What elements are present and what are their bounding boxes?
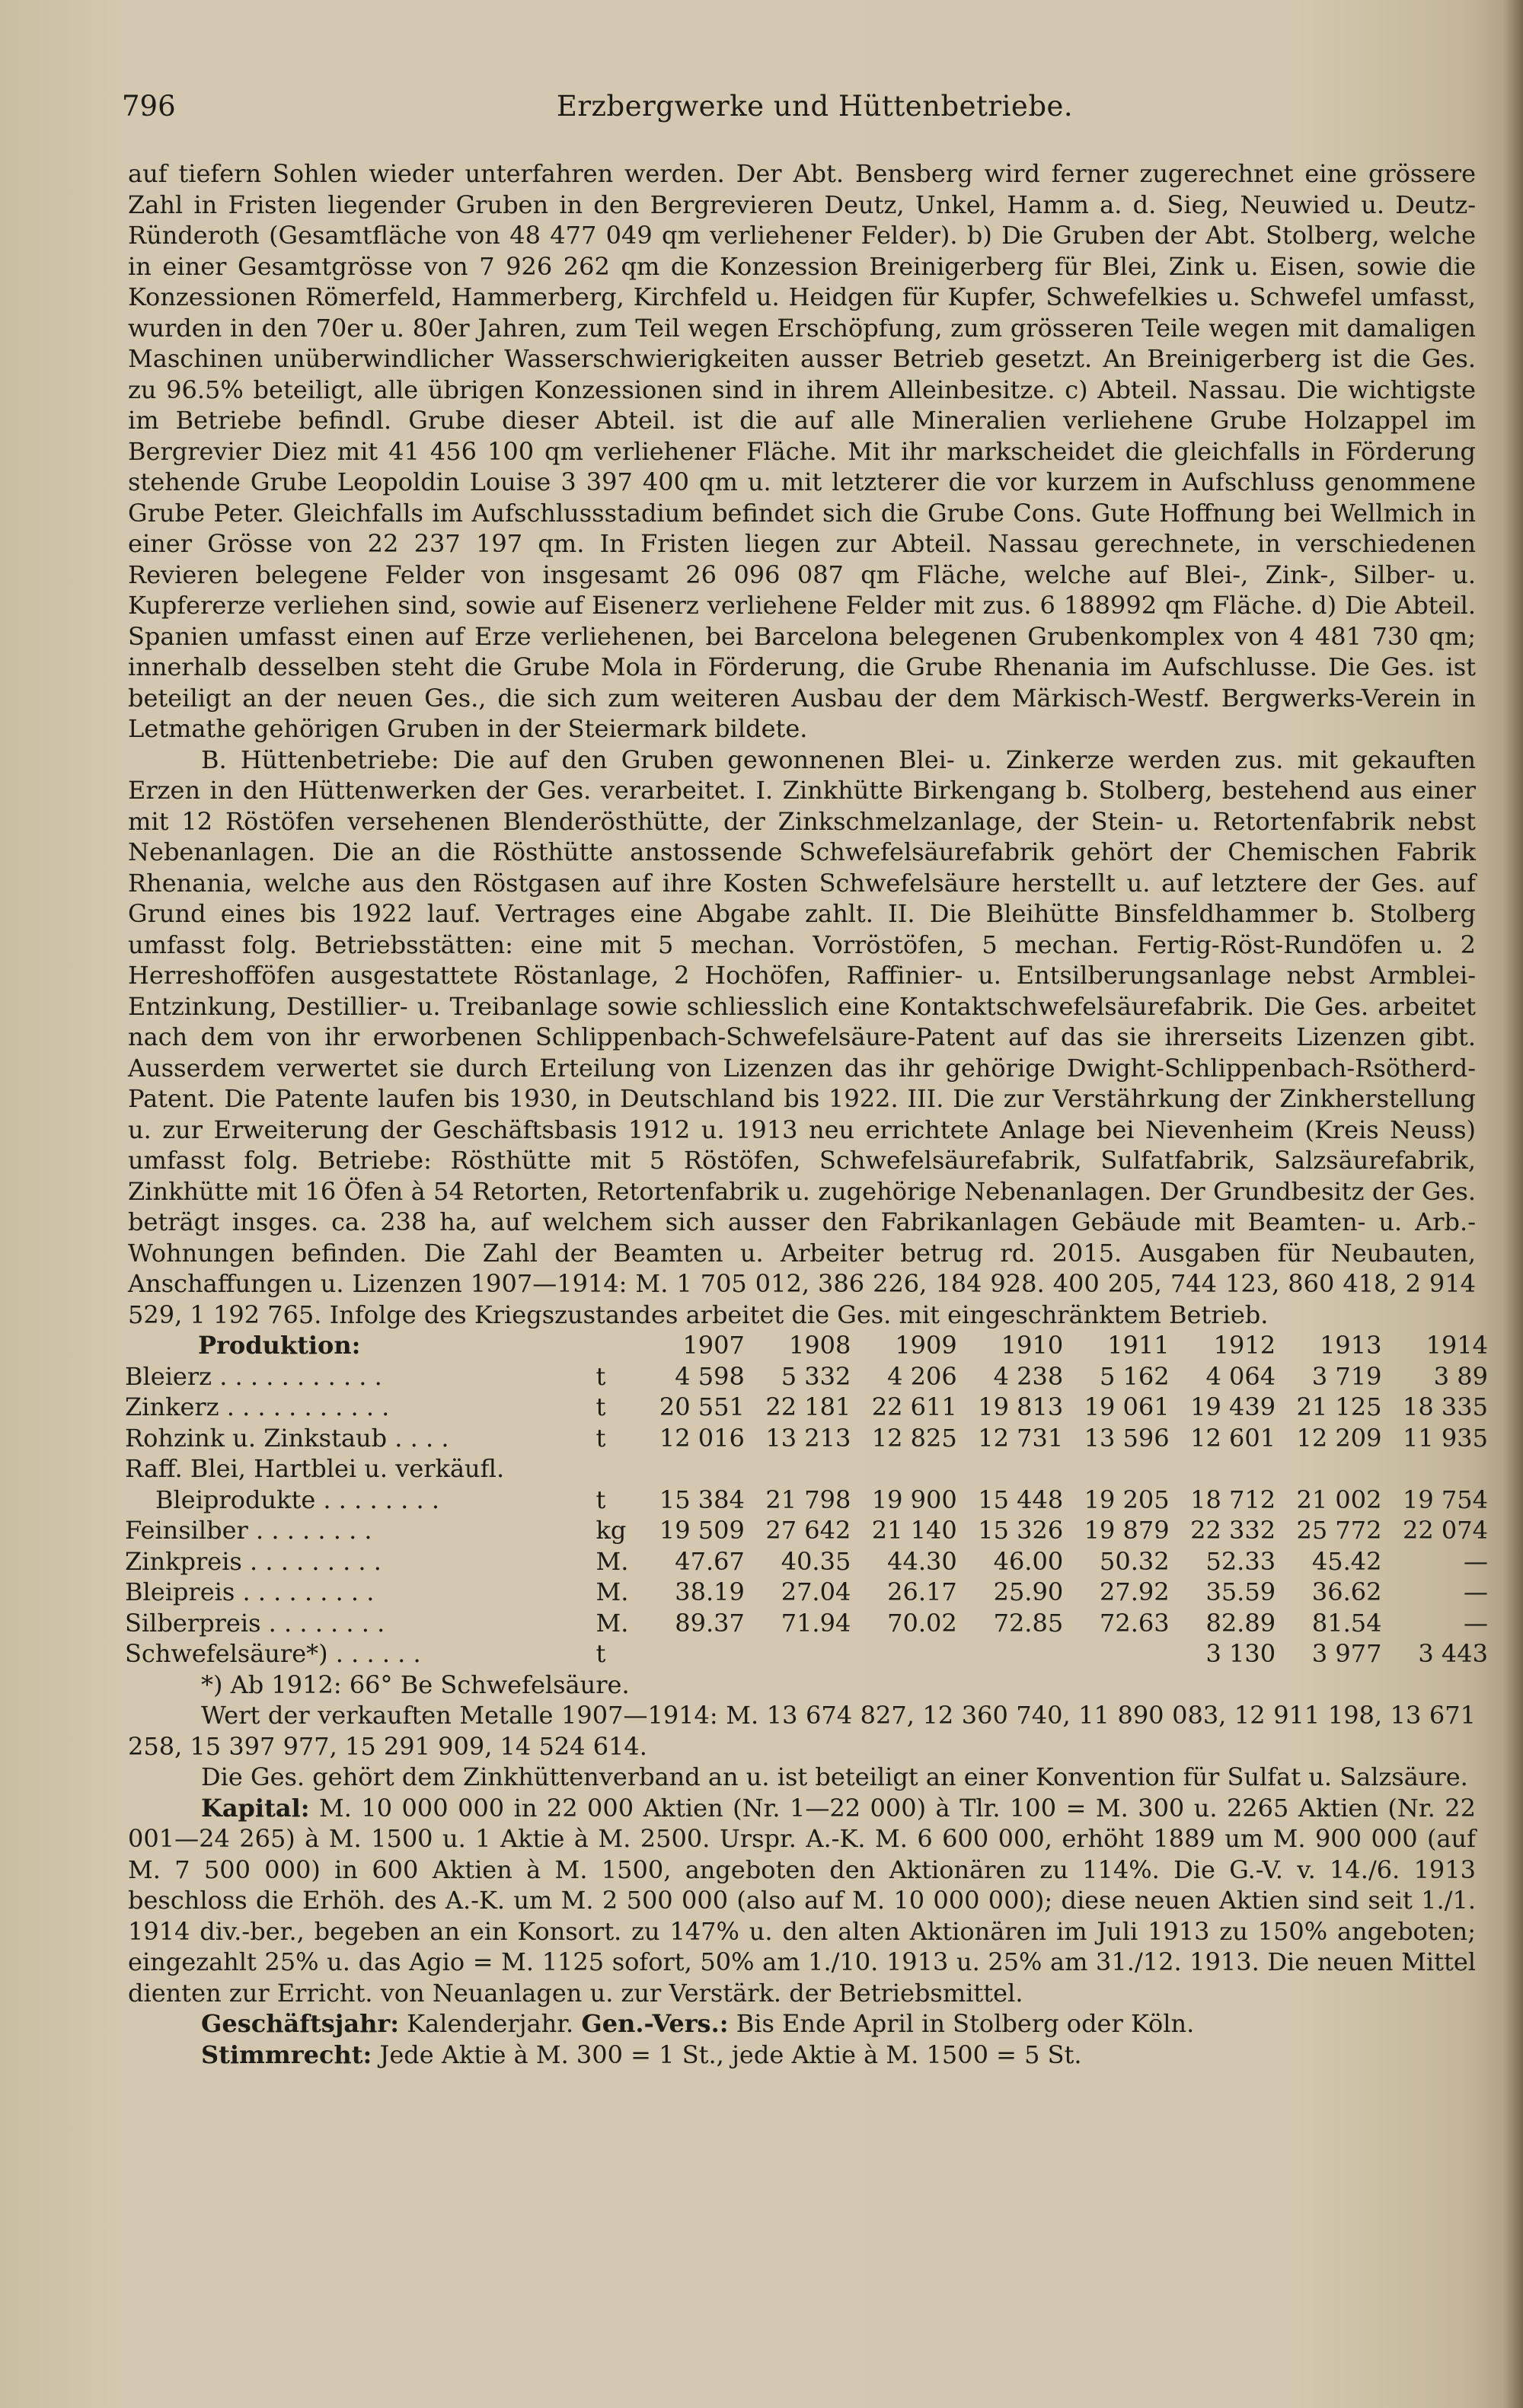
production-row — [125, 1453, 1488, 1485]
production-cell: 21 798 — [765, 1485, 851, 1514]
production-cell: 21 140 — [871, 1516, 957, 1545]
production-cell: 18 335 — [1403, 1392, 1488, 1421]
production-cell — [1063, 1638, 1169, 1670]
production-cell: 81.54 — [1311, 1608, 1382, 1638]
production-cell: 3 130 — [1205, 1639, 1276, 1668]
production-cell: 3 443 — [1418, 1639, 1488, 1668]
production-cell: 12 825 — [871, 1423, 957, 1453]
production-cell: 19 879 — [1084, 1516, 1170, 1545]
production-cell: 40.35 — [781, 1546, 851, 1576]
production-cell — [1276, 1453, 1381, 1485]
production-row — [125, 1638, 1488, 1670]
production-cell: 27.04 — [781, 1577, 851, 1606]
production-cell: 22 181 — [765, 1392, 851, 1421]
article-body — [125, 158, 1488, 2070]
production-cell: 3 89 — [1433, 1361, 1488, 1391]
production-cell: 25 772 — [1296, 1516, 1382, 1545]
production-footnote: *) Ab 1912: 66° Be Schwefelsäure. — [201, 1670, 630, 1699]
production-cell: 72.85 — [993, 1608, 1064, 1638]
fiscal-year-label: Geschäftsjahr: — [201, 2009, 399, 2038]
production-cell: 19 754 — [1403, 1485, 1488, 1514]
production-cell: 15 326 — [978, 1516, 1064, 1545]
page-header — [122, 90, 1477, 128]
production-cell: 38.19 — [675, 1577, 745, 1606]
production-table — [125, 1330, 1488, 1670]
production-cell: 71.94 — [781, 1608, 851, 1638]
production-row — [125, 1485, 1488, 1516]
production-cell: 5 162 — [1100, 1361, 1170, 1391]
production-cell — [1063, 1453, 1169, 1485]
production-cell: 13 213 — [765, 1423, 851, 1453]
general-meeting-text: Bis Ende April in Stolberg oder Köln. — [736, 2009, 1195, 2038]
production-row-unit: M. — [595, 1546, 629, 1576]
production-cell: 12 016 — [659, 1423, 745, 1453]
production-row — [125, 1577, 1488, 1608]
production-cell: 45.42 — [1311, 1546, 1382, 1576]
capital-text: M. 10 000 000 in 22 000 Aktien (Nr. 1—22 000) à Tlr. 100 = M. 300 u. 2265 Aktien (Nr. 22 001—24 265) à M. 1500 u. 1 Aktie à M. 2500. Urspr. A.-K. M. 6 600 000, erhöht 1889 um M. 900 000 (auf M. 7 500 000) in 600 Aktien à M. 1500, angeboten den Aktionären zu 114%. Die G.-V. v. 14./6. 1913 beschloss die Erhöh. des A.-K. um M. 2 500 000 (also auf M. 10 000 000); diese neuen Aktien sind seit 1./1. 1914 div.-ber., begeben an ein Konsort. zu 147% u. den alten Aktionären im Juli 1913 zu 150% angeboten; eingezahlt 25% u. das Agio = M. 1125 sofort, 50% am 1./10. 1913 u. 25% am 31./12. 1913. Die neuen Mittel dienten zur Erricht. von Neuanlagen u. zur Verstärk. der Betriebsmittel. — [128, 1793, 1477, 2008]
production-cell: 21 002 — [1296, 1485, 1382, 1514]
production-row-unit: t — [595, 1423, 606, 1453]
production-cell: 5 332 — [781, 1361, 851, 1391]
production-cell: 19 205 — [1084, 1485, 1170, 1514]
year-header: 1910 — [1001, 1331, 1064, 1360]
production-cell: 27.92 — [1100, 1577, 1170, 1606]
production-row-unit: M. — [595, 1608, 629, 1638]
paragraph-fiscal-year — [128, 2008, 1476, 2040]
year-header: 1907 — [682, 1331, 745, 1360]
production-cell: 4 064 — [1205, 1361, 1276, 1391]
production-cell: 4 206 — [887, 1361, 957, 1391]
production-cell: 82.89 — [1205, 1608, 1276, 1638]
production-cell: 44.30 — [887, 1546, 957, 1576]
production-cell: 4 238 — [993, 1361, 1064, 1391]
production-row — [125, 1515, 1488, 1546]
production-cell: 12 601 — [1190, 1423, 1276, 1453]
production-row-unit: t — [595, 1361, 606, 1391]
production-cell — [1170, 1453, 1276, 1485]
production-cell: 15 448 — [978, 1485, 1064, 1514]
production-row — [125, 1361, 1488, 1392]
production-cell: 22 332 — [1190, 1516, 1276, 1545]
paragraph-association: Die Ges. gehört dem Zinkhüttenverband an u. ist beteiligt an einer Konvention für Sulfat u. Salzsäure. — [201, 1762, 1468, 1791]
production-cell: 19 439 — [1190, 1392, 1276, 1421]
production-cell: 50.32 — [1100, 1546, 1170, 1576]
production-cell — [957, 1638, 1063, 1670]
production-cell: 26.17 — [887, 1577, 957, 1606]
year-header: 1914 — [1426, 1331, 1488, 1360]
production-cell: 12 209 — [1296, 1423, 1382, 1453]
production-cell: 11 935 — [1403, 1423, 1488, 1453]
paragraph-voting-right — [128, 2040, 1476, 2071]
production-row-unit: M. — [595, 1577, 629, 1606]
production-cell: — — [1464, 1577, 1488, 1606]
page-edge-shadow — [1503, 0, 1523, 2408]
production-cell: 89.37 — [675, 1608, 745, 1638]
production-cell — [1382, 1453, 1489, 1485]
production-cell — [957, 1453, 1063, 1485]
production-cell — [638, 1638, 744, 1670]
production-cell: 21 125 — [1296, 1392, 1382, 1421]
year-header: 1908 — [788, 1331, 851, 1360]
production-cell: 27 642 — [765, 1516, 851, 1545]
voting-right-text: Jede Aktie à M. 300 = 1 St., jede Aktie à M. 1500 = 5 St. — [379, 2040, 1082, 2069]
production-row-unit: kg — [595, 1516, 627, 1545]
year-header: 1913 — [1320, 1331, 1382, 1360]
production-row-label: Feinsilber . . . . . . . . — [125, 1516, 372, 1545]
production-row-unit: t — [595, 1485, 606, 1514]
production-cell: 13 596 — [1084, 1423, 1170, 1453]
production-row — [125, 1546, 1488, 1577]
production-cell: 22 074 — [1403, 1516, 1488, 1545]
production-cell — [851, 1453, 956, 1485]
production-row — [125, 1392, 1488, 1423]
production-cell: 20 551 — [659, 1392, 745, 1421]
production-cell: 72.63 — [1100, 1608, 1170, 1638]
production-cell — [638, 1453, 744, 1485]
production-cell: 18 712 — [1190, 1485, 1276, 1514]
production-cell: 46.00 — [993, 1546, 1064, 1576]
year-header: 1911 — [1107, 1331, 1170, 1360]
production-cell: 3 719 — [1311, 1361, 1382, 1391]
capital-label: Kapital: — [201, 1793, 310, 1823]
paragraph-smelters: B. Hüttenbetriebe: Die auf den Gruben gewonnenen Blei- u. Zinkerze werden zus. mit gekauften Erzen in den Hüttenwerken der Ges. verarbeitet. I. Zinkhütte Birkengang b. Stolberg, bestehend aus einer mit 12 Röstöfen versehenen Blenderösthütte, der Zinkschmelzanlage, der Stein- u. Retortenfabrik nebst Nebenanlagen. Die an die Rösthütte anstossende Schwefelsäurefabrik gehört der Chemischen Fabrik Rhenania, welche aus den Röstgasen auf ihre Kosten Schwefelsäure herstellt u. auf letztere der Ges. auf Grund eines bis 1922 lauf. Vertrages eine Abgabe zahlt. II. Die Bleihütte Binsfeldhammer b. Stolberg umfasst folg. Betriebsstätten: eine mit 5 mechan. Vorröstöfen, 5 mechan. Fertig-Röst-Rundöfen u. 2 Herreshofföfen ausgestattete Röstanlage, 2 Hochöfen, Raffinier- u. Entsilberungsanlage nebst Armblei-Entzinkung, Destillier- u. Treibanlage sowie schliesslich eine Kontaktschwefelsäurefabrik. Die Ges. arbeitet nach dem von ihr erworbenen Schlippenbach-Schwefelsäure-Patent auf das sie ihrerseits Lizenzen gibt. Ausserdem verwertet sie durch Erteilung von Lizenzen das ihr gehörige Dwight-Schlippenbach-Rsötherd-Patent. Die Patente laufen bis 1930, in Deutschland bis 1922. III. Die zur Verstährkung der Zinkherstellung u. zur Erweiterung der Geschäftsbasis 1912 u. 1913 neu errichtete Anlage bei Nievenheim (Kreis Neuss) umfasst folg. Betriebe: Rösthütte mit 5 Röstöfen, Schwefelsäurefabrik, Sulfatfabrik, Salzsäurefabrik, Zinkhütte mit 16 Öfen à 54 Retorten, Retortenfabrik u. zugehörige Nebenanlagen. Der Grundbesitz der Ges. beträgt insges. ca. 238 ha, auf welchem sich ausser den Fabrikanlagen Gebäude mit Beamten- u. Arb.-Wohnungen befinden. Die Zahl der Beamten u. Arbeiter betrug rd. 2015. Ausgaben für Neubauten, Anschaffungen u. Lizenzen 1907—1914: M. 1 705 012, 386 226, 184 928. 400 205, 744 123, 860 418, 2 914 529, 1 192 765. Infolge des Kriegszustandes arbeitet die Ges. mit eingeschränktem Betrieb. — [128, 745, 1476, 1329]
fiscal-year-text: Kalenderjahr. — [407, 2009, 574, 2038]
production-cell: 35.59 — [1205, 1577, 1276, 1606]
production-row-label: Zinkpreis . . . . . . . . . — [125, 1546, 382, 1576]
production-cell: 19 813 — [978, 1392, 1064, 1421]
production-row-label: Bleierz . . . . . . . . . . . — [125, 1361, 382, 1391]
production-row-label: Zinkerz . . . . . . . . . . . — [125, 1392, 390, 1421]
production-header-row — [125, 1330, 1488, 1361]
production-row-label: Rohzink u. Zinkstaub . . . . — [125, 1423, 449, 1453]
production-row-label: Bleiprodukte . . . . . . . . — [155, 1485, 439, 1514]
production-cell: — — [1464, 1608, 1488, 1638]
production-cell: 4 598 — [675, 1361, 745, 1391]
running-title: Erzbergwerke und Hüttenbetriebe. — [556, 90, 1074, 123]
production-heading: Produktion: — [198, 1331, 361, 1360]
production-cell: 36.62 — [1311, 1577, 1382, 1606]
production-cell: 19 900 — [871, 1485, 957, 1514]
voting-right-label: Stimmrecht: — [201, 2040, 372, 2069]
paragraph-metal-value: Wert der verkauften Metalle 1907—1914: M. 13 674 827, 12 360 740, 11 890 083, 12 911 198, 13 671 258, 15 397 977, 15 291 909, 14 524 614. — [128, 1701, 1476, 1761]
paragraph-capital — [128, 1793, 1476, 2009]
production-cell: 19 509 — [659, 1516, 745, 1545]
year-header: 1912 — [1213, 1331, 1276, 1360]
production-cell: — — [1464, 1546, 1488, 1576]
production-cell — [745, 1638, 851, 1670]
production-cell: 47.67 — [675, 1546, 745, 1576]
production-cell — [745, 1453, 851, 1485]
production-row-unit — [596, 1453, 639, 1485]
production-cell: 15 384 — [659, 1485, 745, 1514]
production-row — [125, 1423, 1488, 1454]
year-header: 1909 — [895, 1331, 957, 1360]
production-cell — [851, 1638, 956, 1670]
production-cell: 52.33 — [1205, 1546, 1276, 1576]
production-cell: 19 061 — [1084, 1392, 1170, 1421]
production-cell: 70.02 — [887, 1608, 957, 1638]
production-cell: 22 611 — [871, 1392, 957, 1421]
production-row-unit: t — [595, 1639, 606, 1668]
general-meeting-label: Gen.-Vers.: — [581, 2009, 729, 2038]
production-row-label: Silberpreis . . . . . . . . — [125, 1608, 385, 1638]
page-number: 796 — [122, 90, 176, 123]
production-row — [125, 1608, 1488, 1639]
production-row-label: Schwefelsäure*) . . . . . . — [125, 1639, 421, 1668]
production-cell: 25.90 — [993, 1577, 1064, 1606]
production-row-label: Raff. Blei, Hartblei u. verkäufl. — [125, 1454, 505, 1483]
paragraph-mines: auf tiefern Sohlen wieder unterfahren werden. Der Abt. Bensberg wird ferner zugerechnet eine grössere Zahl in Fristen liegender Gruben in den Bergrevieren Deutz, Unkel, Hamm a. d. Sieg, Neuwied u. Deutz-Ründeroth (Gesamtfläche von 48 477 049 qm verliehener Felder). b) Die Gruben der Abt. Stolberg, welche in einer Gesamtgrösse von 7 926 262 qm die Konzession Breinigerberg für Blei, Zink u. Eisen, sowie die Konzessionen Römerfeld, Hammerberg, Kirchfeld u. Heidgen für Kupfer, Schwefelkies u. Schwefel umfasst, wurden in den 70er u. 80er Jahren, zum Teil wegen Erschöpfung, zum grösseren Teile wegen mit damaligen Maschinen unüberwindlicher Wasserschwierigkeiten ausser Betrieb gesetzt. An Breinigerberg ist die Ges. zu 96.5% beteiligt, alle übrigen Konzessionen sind in ihrem Alleinbesitze. c) Abteil. Nassau. Die wichtigste im Betriebe befindl. Grube dieser Abteil. ist die auf alle Mineralien verliehene Grube Holzappel im Bergrevier Diez mit 41 456 100 qm verliehener Fläche. Mit ihr markscheidet die gleichfalls in Förderung stehende Grube Leopoldin Louise 3 397 400 qm u. mit letzterer die vor kurzem in Aufschluss genommene Grube Peter. Gleichfalls im Aufschlussstadium befindet sich die Grube Cons. Gute Hoffnung bei Wellmich in einer Grösse von 22 237 197 qm. In Fristen liegen zur Abteil. Nassau gerechnete, in verschiedenen Revieren belegene Felder von insgesamt 26 096 087 qm Fläche, welche auf Blei-, Zink-, Silber- u. Kupfererze verliehen sind, sowie auf Eisenerz verliehene Felder mit zus. 6 188992 qm Fläche. d) Die Abteil. Spanien umfasst einen auf Erze verliehenen, bei Barcelona belegenen Grubenkomplex von 4 481 730 qm; innerhalb desselben steht die Grube Mola in Förderung, die Grube Rhenania im Aufschlusse. Die Ges. ist beteiligt an der neuen Ges., die sich zum weiteren Ausbau der dem Märkisch-Westf. Bergwerks-Verein in Letmathe gehörigen Gruben in der Steiermark bildete. — [128, 159, 1476, 743]
production-cell: 12 731 — [978, 1423, 1064, 1453]
production-row-unit: t — [595, 1392, 606, 1421]
production-cell: 3 977 — [1311, 1639, 1382, 1668]
production-row-label: Bleipreis . . . . . . . . . — [125, 1577, 375, 1606]
